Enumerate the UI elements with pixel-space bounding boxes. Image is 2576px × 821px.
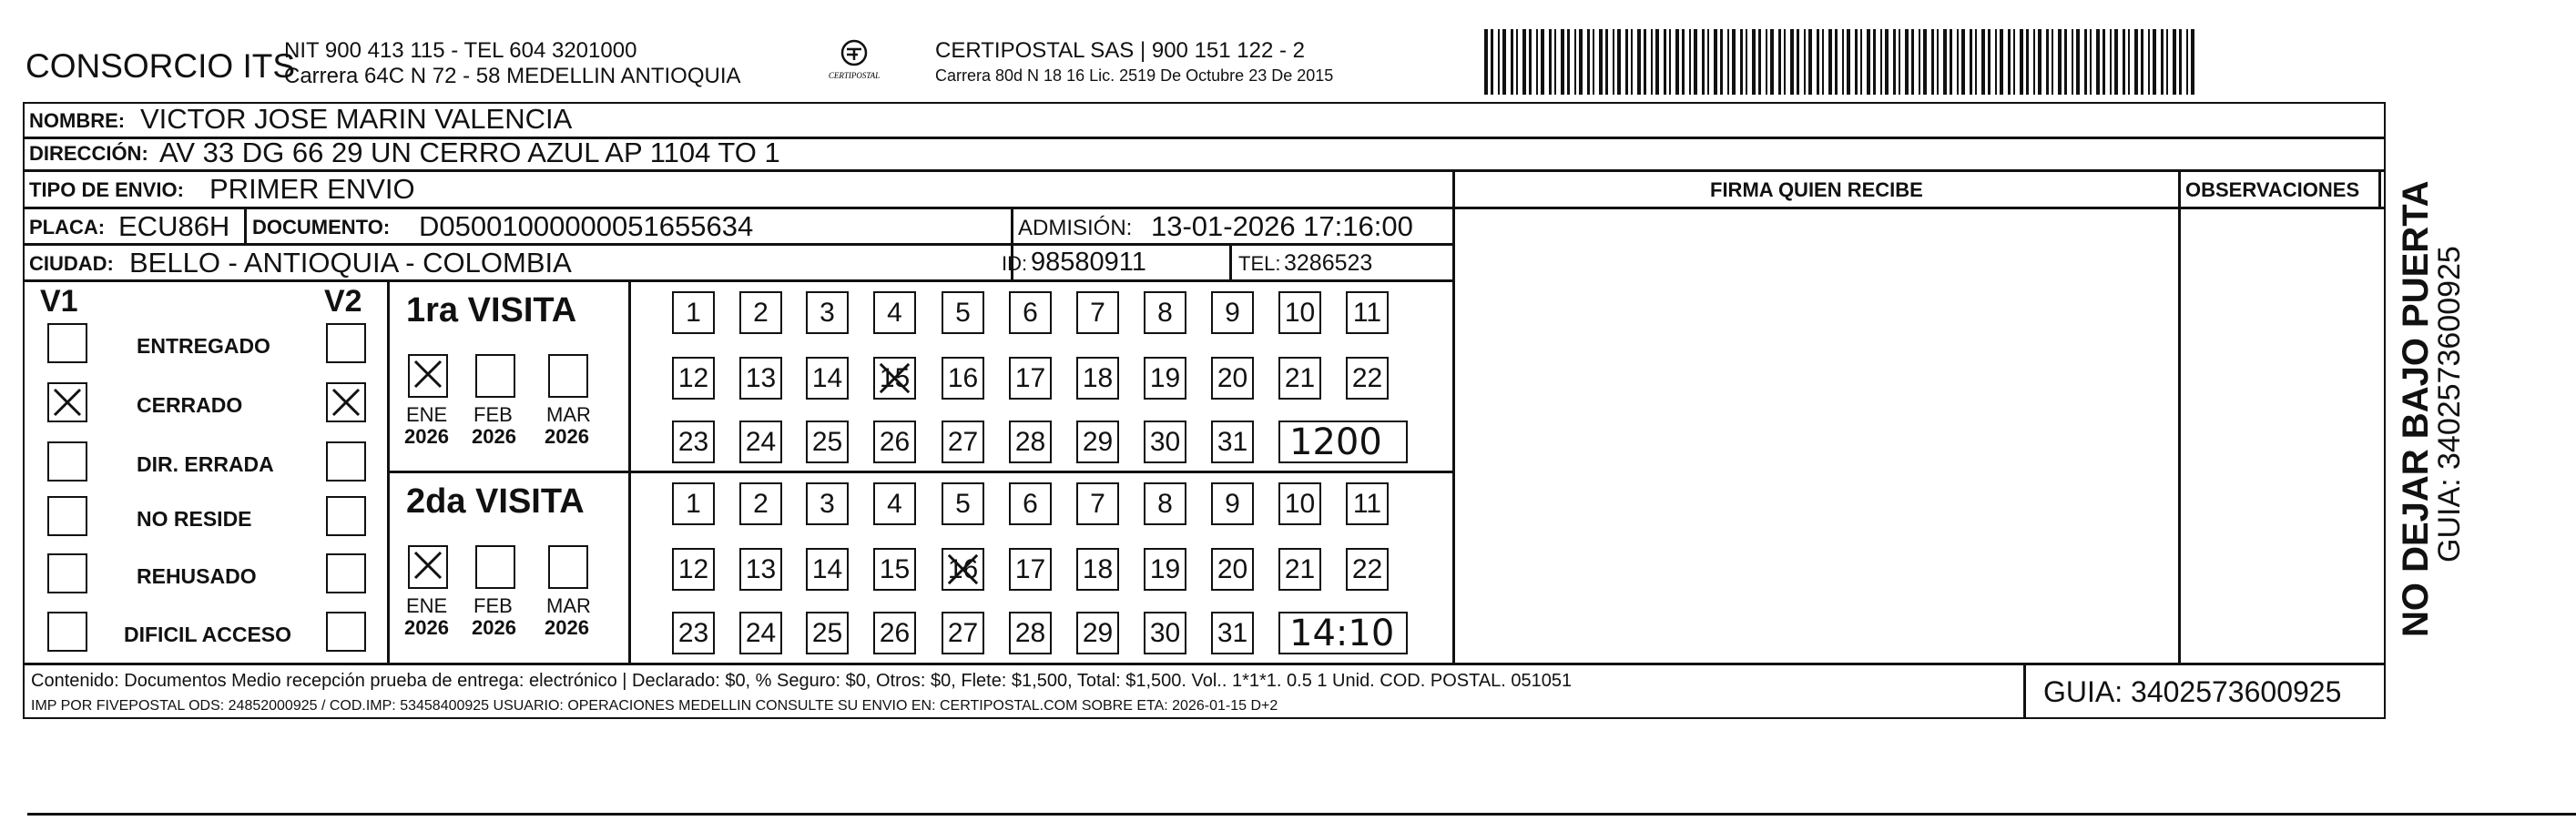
day-box[interactable]: 12 <box>672 357 715 400</box>
status-option-label: DIFICIL ACCESO <box>124 623 292 646</box>
status-option-label: ENTREGADO <box>137 334 270 358</box>
day-box[interactable]: 27 <box>942 421 984 463</box>
name-label: NOMBRE: <box>29 109 126 132</box>
v1-checkbox[interactable] <box>47 496 87 536</box>
city-label: CIUDAD: <box>29 252 114 275</box>
day-box[interactable]: 14 <box>806 548 849 591</box>
day-box[interactable]: 20 <box>1211 357 1254 400</box>
svg-text:CERTIPOSTAL: CERTIPOSTAL <box>828 71 881 80</box>
month-checkbox[interactable] <box>475 354 515 398</box>
no-under-door-notice: NO DEJAR BAJO PUERTA <box>2396 180 2436 637</box>
day-box[interactable]: 28 <box>1009 421 1052 463</box>
day-box[interactable]: 16 <box>942 357 984 400</box>
day-box[interactable]: 2 <box>739 482 782 525</box>
day-box[interactable]: 22 <box>1346 548 1389 591</box>
day-box[interactable]: 23 <box>672 612 715 654</box>
shipment-type-label: TIPO DE ENVIO: <box>29 178 184 201</box>
day-box[interactable]: 29 <box>1076 612 1119 654</box>
day-box[interactable]: 1 <box>672 482 715 525</box>
day-box[interactable]: 30 <box>1144 612 1186 654</box>
day-box[interactable]: 13 <box>739 548 782 591</box>
v2-checkbox[interactable] <box>326 382 366 422</box>
day-box[interactable]: 15 <box>873 357 916 400</box>
id-label: ID: <box>1002 252 1028 275</box>
day-box[interactable]: 5 <box>942 291 984 334</box>
city-value: BELLO - ANTIOQUIA - COLOMBIA <box>129 247 572 279</box>
day-box[interactable]: 27 <box>942 612 984 654</box>
day-box[interactable]: 31 <box>1211 421 1254 463</box>
month-name: FEB <box>473 594 513 617</box>
v1-header: V1 <box>40 284 78 319</box>
day-box[interactable]: 7 <box>1076 482 1119 525</box>
month-checkbox[interactable] <box>408 545 448 589</box>
day-box[interactable]: 4 <box>873 291 916 334</box>
day-box[interactable]: 17 <box>1009 548 1052 591</box>
day-box[interactable]: 24 <box>739 612 782 654</box>
month-checkbox[interactable] <box>408 354 448 398</box>
barcode <box>1484 29 2204 95</box>
day-box[interactable]: 25 <box>806 421 849 463</box>
visit-time: 14:10 <box>1289 613 1395 654</box>
month-year: 2026 <box>472 616 516 639</box>
day-box[interactable]: 20 <box>1211 548 1254 591</box>
v1-checkbox[interactable] <box>47 323 87 363</box>
v1-checkbox[interactable] <box>47 382 87 422</box>
month-name: MAR <box>546 594 591 617</box>
company-address: Carrera 64C N 72 - 58 MEDELLIN ANTIOQUIA <box>284 64 741 88</box>
day-box[interactable]: 9 <box>1211 291 1254 334</box>
day-box[interactable]: 8 <box>1144 291 1186 334</box>
footer-content-line: Contenido: Documentos Medio recepción prueba de entrega: electrónico | Declarado: $0, % Seguro: $0, Otros: $0, Flete: $1,500, Total: $1,500. Vol.. 1*1*1. 0.5 1 Unid. COD. POSTAL. 051051 <box>31 671 1573 691</box>
day-box[interactable]: 10 <box>1278 291 1321 334</box>
plate-label: PLACA: <box>29 216 106 238</box>
day-box[interactable]: 4 <box>873 482 916 525</box>
day-box[interactable]: 2 <box>739 291 782 334</box>
observations-header: OBSERVACIONES <box>2185 178 2360 201</box>
side-guide-number: GUIA: 3402573600925 <box>2432 246 2467 563</box>
day-box[interactable]: 29 <box>1076 421 1119 463</box>
day-box[interactable]: 21 <box>1278 548 1321 591</box>
day-box[interactable]: 3 <box>806 291 849 334</box>
month-name: ENE <box>406 594 448 617</box>
company-nit: NIT 900 413 115 - TEL 604 3201000 <box>284 38 637 63</box>
v2-checkbox[interactable] <box>326 496 366 536</box>
status-option-label: CERRADO <box>137 393 243 417</box>
v1-checkbox[interactable] <box>47 441 87 481</box>
admission-label: ADMISIÓN: <box>1018 216 1133 240</box>
guide-number-box: GUIA: 3402573600925 <box>2043 675 2342 708</box>
month-name: ENE <box>406 403 448 426</box>
day-box[interactable]: 6 <box>1009 482 1052 525</box>
day-box[interactable]: 31 <box>1211 612 1254 654</box>
day-box[interactable]: 26 <box>873 612 916 654</box>
shipment-type: PRIMER ENVIO <box>209 173 415 205</box>
status-option-label: DIR. ERRADA <box>137 452 274 476</box>
recipient-address: AV 33 DG 66 29 UN CERRO AZUL AP 1104 TO 1 <box>159 137 780 168</box>
day-box[interactable]: 7 <box>1076 291 1119 334</box>
time-box[interactable] <box>1278 612 1408 654</box>
id-value: 98580911 <box>1031 248 1146 277</box>
day-box[interactable]: 11 <box>1346 291 1389 334</box>
day-box[interactable]: 25 <box>806 612 849 654</box>
month-checkbox[interactable] <box>548 354 588 398</box>
address-label: DIRECCIÓN: <box>29 142 148 165</box>
day-box[interactable]: 21 <box>1278 357 1321 400</box>
v1-checkbox[interactable] <box>47 612 87 652</box>
v2-checkbox[interactable] <box>326 441 366 481</box>
day-box[interactable]: 1 <box>672 291 715 334</box>
v2-checkbox[interactable] <box>326 612 366 652</box>
day-box[interactable]: 13 <box>739 357 782 400</box>
day-box[interactable]: 22 <box>1346 357 1389 400</box>
v2-checkbox[interactable] <box>326 323 366 363</box>
v2-header: V2 <box>324 284 362 319</box>
plate-value: ECU86H <box>118 210 230 242</box>
day-box[interactable]: 26 <box>873 421 916 463</box>
courier-name: CERTIPOSTAL SAS | 900 151 122 - 2 <box>935 38 1305 63</box>
v1-checkbox[interactable] <box>47 553 87 593</box>
day-box[interactable]: 12 <box>672 548 715 591</box>
tel-value: 3286523 <box>1284 250 1373 276</box>
day-box[interactable]: 15 <box>873 548 916 591</box>
status-option-label: NO RESIDE <box>137 507 252 531</box>
day-box[interactable]: 24 <box>739 421 782 463</box>
recipient-name: VICTOR JOSE MARIN VALENCIA <box>140 103 573 135</box>
month-name: FEB <box>473 403 513 426</box>
footer-imp-line: IMP POR FIVEPOSTAL ODS: 24852000925 / COD.IMP: 53458400925 USUARIO: OPERACIONES MEDELLIN CONSULTE SU ENVIO EN: CERTIPOSTAL.COM SOBRE ETA: 2026-01-15 D+2 <box>31 698 1278 714</box>
day-box[interactable]: 14 <box>806 357 849 400</box>
month-year: 2026 <box>404 616 449 639</box>
month-year: 2026 <box>404 425 449 448</box>
visit-title: 2da VISITA <box>406 482 585 521</box>
document-label: DOCUMENTO: <box>252 216 391 238</box>
month-year: 2026 <box>545 425 589 448</box>
month-checkbox[interactable] <box>475 545 515 589</box>
time-box[interactable] <box>1278 421 1408 463</box>
day-box[interactable]: 30 <box>1144 421 1186 463</box>
day-box[interactable]: 17 <box>1009 357 1052 400</box>
certipostal-logo <box>813 36 895 91</box>
day-box[interactable]: 11 <box>1346 482 1389 525</box>
day-box[interactable]: 23 <box>672 421 715 463</box>
signature-header: FIRMA QUIEN RECIBE <box>1710 178 1923 201</box>
day-box[interactable]: 3 <box>806 482 849 525</box>
day-box[interactable]: 28 <box>1009 612 1052 654</box>
day-box[interactable]: 18 <box>1076 357 1119 400</box>
day-box[interactable]: 10 <box>1278 482 1321 525</box>
company-name: CONSORCIO ITS <box>25 47 296 85</box>
tel-label: TEL: <box>1238 252 1281 275</box>
visit-time: 1200 <box>1289 421 1382 463</box>
visit-title: 1ra VISITA <box>406 291 577 329</box>
courier-address: Carrera 80d N 18 16 Lic. 2519 De Octubre 23 De 2015 <box>935 66 1334 85</box>
day-box[interactable]: 9 <box>1211 482 1254 525</box>
month-year: 2026 <box>472 425 516 448</box>
day-box[interactable]: 6 <box>1009 291 1052 334</box>
day-box[interactable]: 18 <box>1076 548 1119 591</box>
day-box[interactable]: 8 <box>1144 482 1186 525</box>
day-box[interactable]: 19 <box>1144 548 1186 591</box>
month-checkbox[interactable] <box>548 545 588 589</box>
document-value: D05001000000051655634 <box>419 210 754 242</box>
month-year: 2026 <box>545 616 589 639</box>
day-box[interactable]: 16 <box>942 548 984 591</box>
day-box[interactable]: 19 <box>1144 357 1186 400</box>
month-name: MAR <box>546 403 591 426</box>
day-box[interactable]: 5 <box>942 482 984 525</box>
admission-value: 13-01-2026 17:16:00 <box>1151 210 1413 242</box>
v2-checkbox[interactable] <box>326 553 366 593</box>
status-option-label: REHUSADO <box>137 564 257 588</box>
